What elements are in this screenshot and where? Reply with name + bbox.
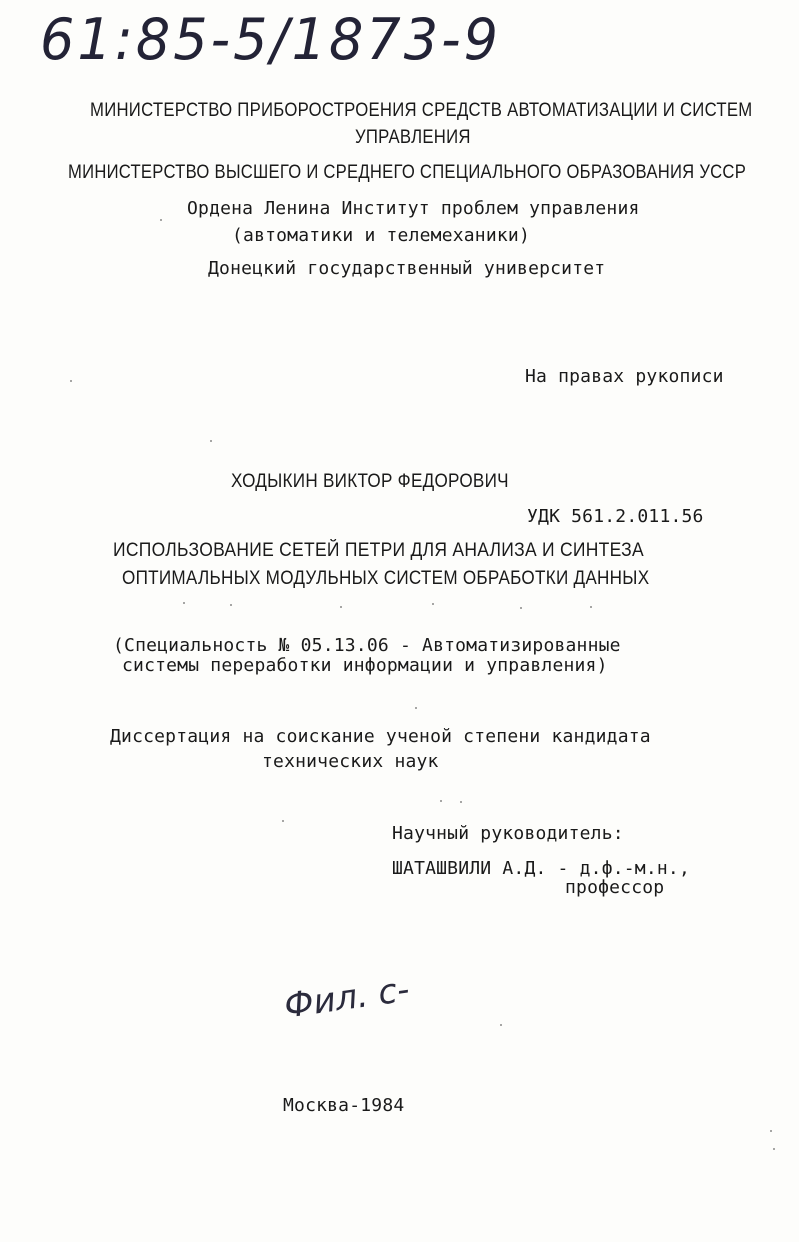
- ministry-1-line1: МИНИСТЕРСТВО ПРИБОРОСТРОЕНИЯ СРЕДСТВ АВТОМАТИЗАЦИИ И СИСТЕМ: [90, 100, 753, 121]
- scan-speck: [183, 602, 185, 604]
- scan-speck: [282, 820, 284, 822]
- scan-speck: [415, 707, 417, 709]
- scan-speck: [500, 1024, 502, 1026]
- institute-line2: (автоматики и телемеханики): [232, 225, 530, 246]
- manuscript-note: На правах рукописи: [525, 366, 724, 387]
- scan-speck: [230, 604, 232, 606]
- scan-speck: [210, 440, 212, 442]
- scan-speck: [160, 219, 162, 221]
- university-name: Донецкий государственный университет: [208, 258, 606, 279]
- specialty-line2: системы переработки информации и управления): [122, 655, 608, 676]
- signature-handwritten: Фил. с-: [281, 969, 412, 1027]
- scan-speck: [440, 800, 442, 802]
- degree-line2: технических наук: [262, 751, 439, 772]
- supervisor-name: ШАТАШВИЛИ А.Д. - д.ф.-м.н.,: [392, 858, 690, 879]
- udc-code: УДК 561.2.011.56: [527, 506, 704, 527]
- dissertation-title-line2: ОПТИМАЛЬНЫХ МОДУЛЬНЫХ СИСТЕМ ОБРАБОТКИ ДАННЫХ: [122, 568, 650, 589]
- specialty-line1: (Специальность № 05.13.06 - Автоматизированные: [113, 635, 621, 656]
- scan-speck: [432, 603, 434, 605]
- scan-speck: [70, 380, 72, 382]
- ministry-2: МИНИСТЕРСТВО ВЫСШЕГО И СРЕДНЕГО СПЕЦИАЛЬНОГО ОБРАЗОВАНИЯ УССР: [68, 162, 747, 183]
- ministry-1-line2: УПРАВЛЕНИЯ: [355, 127, 471, 148]
- supervisor-label: Научный руководитель:: [392, 823, 624, 844]
- supervisor-position: профессор: [565, 877, 665, 898]
- dissertation-title-line1: ИСПОЛЬЗОВАНИЕ СЕТЕЙ ПЕТРИ ДЛЯ АНАЛИЗА И СИНТЕЗА: [113, 540, 644, 561]
- archive-code-handwritten: 61:85-5/1873-9: [40, 6, 501, 73]
- scan-speck: [520, 607, 522, 609]
- scan-speck: [773, 1148, 775, 1150]
- scan-speck: [770, 1130, 772, 1132]
- author-name: ХОДЫКИН ВИКТОР ФЕДОРОВИЧ: [231, 471, 509, 492]
- degree-line1: Диссертация на соискание ученой степени кандидата: [110, 726, 651, 747]
- scan-speck: [340, 606, 342, 608]
- place-year: Москва-1984: [283, 1095, 405, 1116]
- scan-speck: [460, 801, 462, 803]
- scan-speck: [590, 606, 592, 608]
- institute-line1: Ордена Ленина Институт проблем управления: [187, 198, 640, 219]
